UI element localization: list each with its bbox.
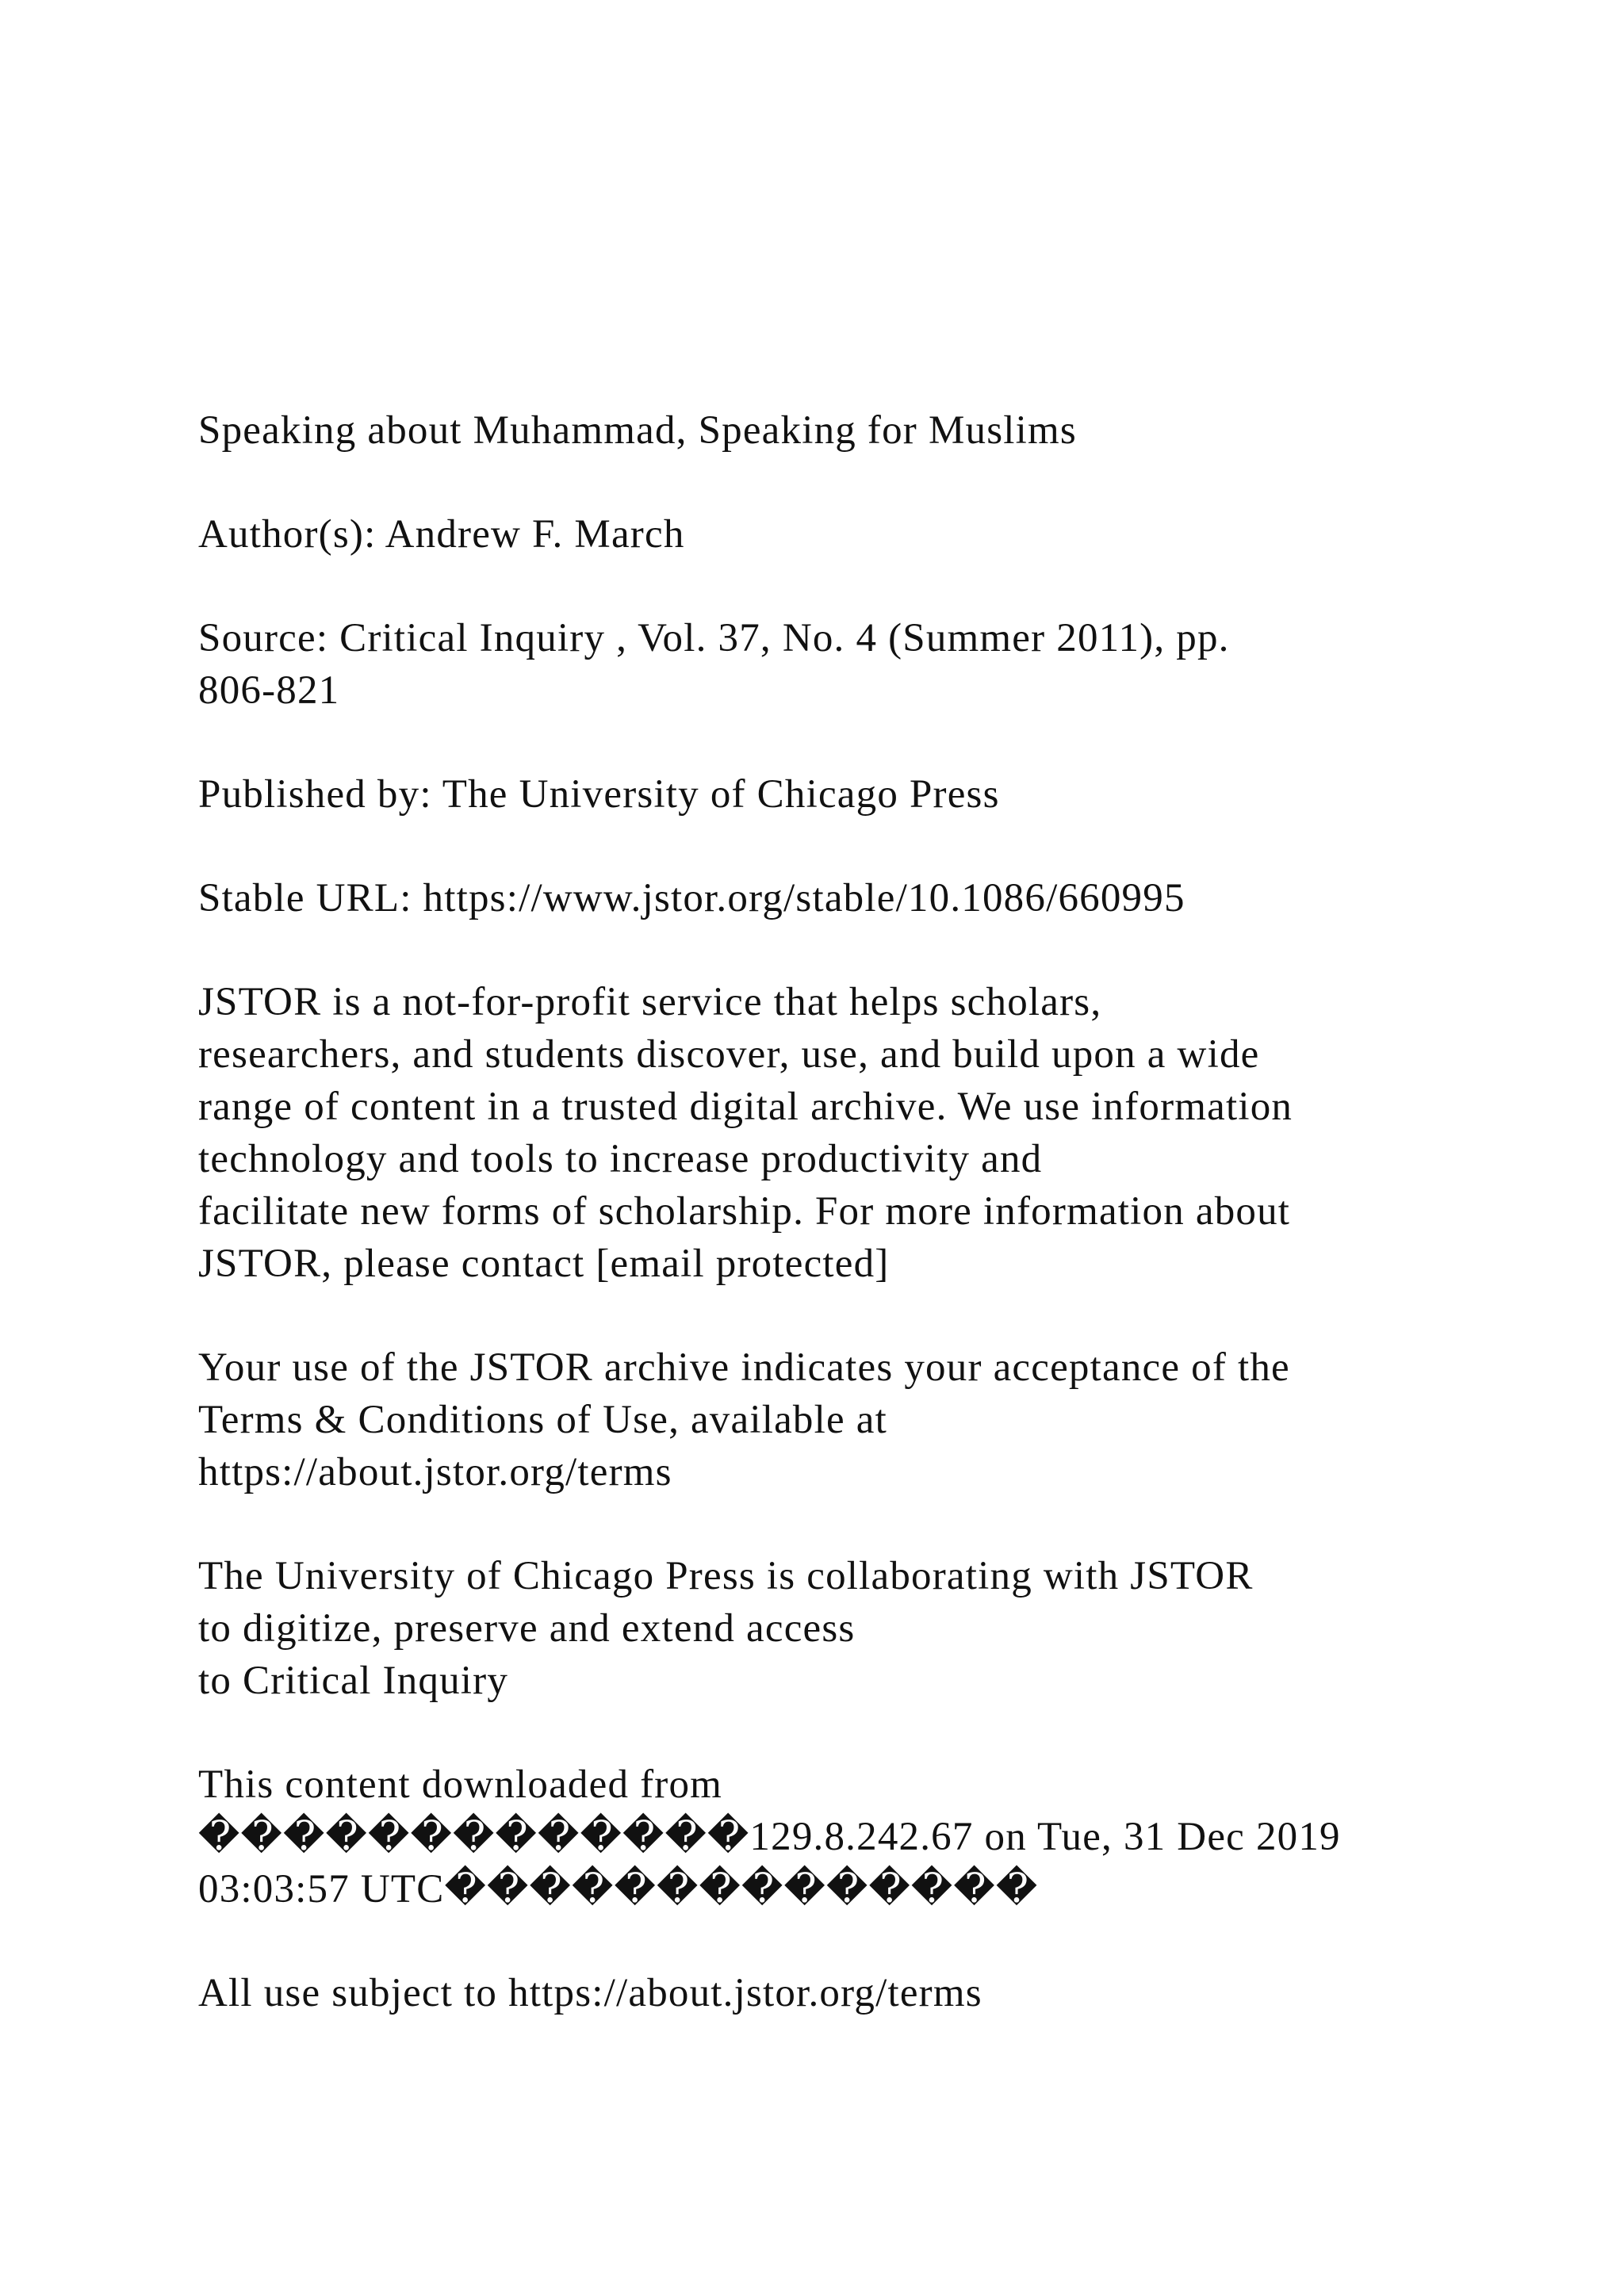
collaboration-line-2: to digitize, preserve and extend access bbox=[198, 1606, 856, 1651]
jstor-about-line-4: technology and tools to increase productivity and bbox=[198, 1137, 1043, 1181]
stable-url-line: Stable URL: https://www.jstor.org/stable/10.1086/660995 bbox=[198, 876, 1185, 920]
download-line-1: This content downloaded from bbox=[198, 1762, 723, 1807]
terms-paragraph bbox=[198, 1341, 1546, 1498]
publisher-paragraph bbox=[198, 768, 1546, 821]
terms-line-1: Your use of the JSTOR archive indicates your acceptance of the bbox=[198, 1345, 1290, 1390]
download-line-3: 03:03:57 UTC�������������� bbox=[198, 1867, 1039, 1911]
source-paragraph bbox=[198, 612, 1546, 717]
collaboration-line-1: The University of Chicago Press is collaborating with JSTOR bbox=[198, 1554, 1254, 1598]
jstor-about-line-3: range of content in a trusted digital archive. We use information bbox=[198, 1085, 1293, 1129]
stable-url-paragraph bbox=[198, 872, 1546, 924]
use-subject-paragraph bbox=[198, 1967, 1546, 2019]
document-content bbox=[198, 404, 1546, 2019]
author-line: Author(s): Andrew F. March bbox=[198, 512, 685, 557]
jstor-about-line-2: researchers, and students discover, use, and build upon a wide bbox=[198, 1032, 1260, 1077]
jstor-about-line-5: facilitate new forms of scholarship. For more information about bbox=[198, 1189, 1291, 1234]
jstor-about-line-6: JSTOR, please contact [email protected] bbox=[198, 1242, 890, 1286]
source-line-2: 806-821 bbox=[198, 668, 340, 713]
document-title bbox=[198, 404, 1546, 457]
terms-line-2: Terms & Conditions of Use, available at bbox=[198, 1398, 887, 1442]
download-paragraph bbox=[198, 1758, 1546, 1915]
use-subject-line: All use subject to https://about.jstor.org/terms bbox=[198, 1971, 982, 2015]
publisher-line: Published by: The University of Chicago Press bbox=[198, 772, 1000, 817]
title-line: Speaking about Muhammad, Speaking for Muslims bbox=[198, 408, 1077, 453]
source-line-1: Source: Critical Inquiry , Vol. 37, No. 4 (Summer 2011), pp. bbox=[198, 616, 1230, 660]
collaboration-paragraph bbox=[198, 1550, 1546, 1707]
author-paragraph bbox=[198, 508, 1546, 561]
collaboration-line-3: to Critical Inquiry bbox=[198, 1659, 509, 1703]
terms-line-3: https://about.jstor.org/terms bbox=[198, 1450, 672, 1494]
jstor-about-line-1: JSTOR is a not-for-profit service that helps scholars, bbox=[198, 980, 1102, 1024]
jstor-about-paragraph bbox=[198, 976, 1546, 1290]
download-line-2: �������������129.8.242.67 on Tue, 31 Dec 2019 bbox=[198, 1815, 1341, 1859]
